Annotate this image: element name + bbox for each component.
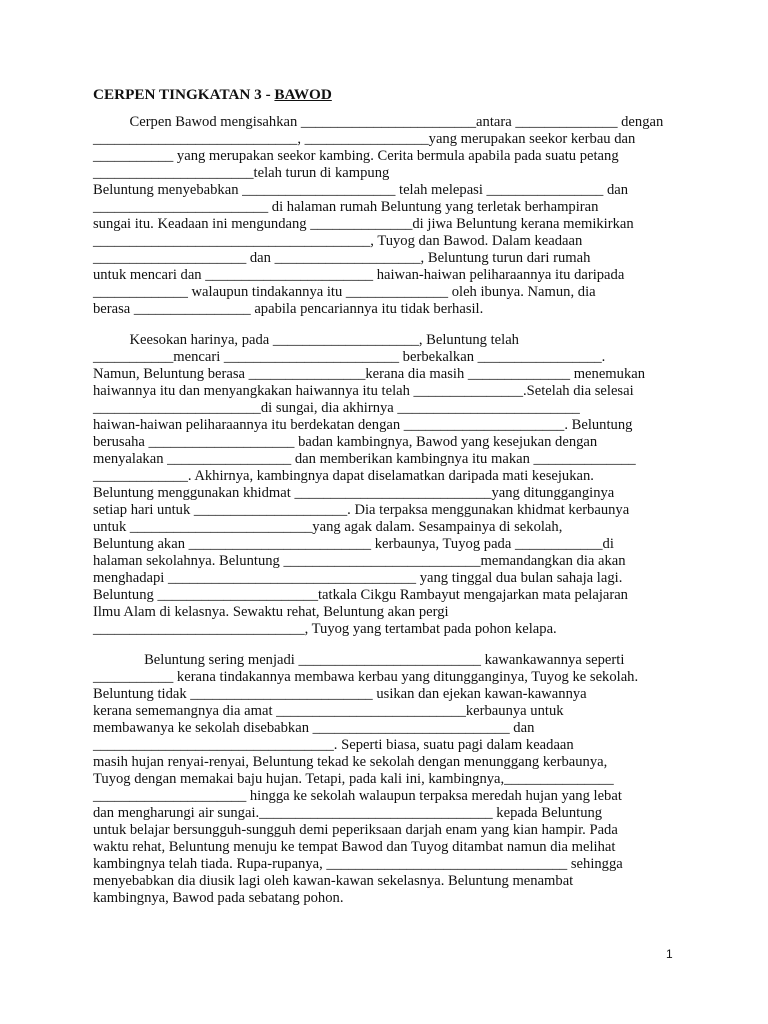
text-line: membawanya ke sekolah disebabkan ___________________________ dan bbox=[93, 720, 535, 736]
text-line: untuk mencari dan _______________________ haiwan-haiwan peliharaannya itu daripada bbox=[93, 267, 625, 283]
text-line: untuk _________________________yang agak dalam. Sesampainya di sekolah, bbox=[93, 519, 563, 535]
text-line: Beluntung menggunakan khidmat ___________________________yang ditungganginya bbox=[93, 485, 615, 501]
text-line: menyebabkan dia diusik lagi oleh kawan-kawan sekelasnya. Beluntung menambat bbox=[93, 873, 574, 889]
text-line: Beluntung sering menjadi _________________________ kawankawannya seperti bbox=[93, 652, 625, 668]
text-line: _____________ walaupun tindakannya itu ______________ oleh ibunya. Namun, dia bbox=[93, 284, 596, 300]
title-prefix: CERPEN TINGKATAN 3 - bbox=[93, 86, 275, 103]
text-line: sungai itu. Keadaan ini mengundang ______________di jiwa Beluntung kerana memikirkan bbox=[93, 216, 634, 232]
text-line: halaman sekolahnya. Beluntung ___________________________memandangkan dia akan bbox=[93, 553, 626, 569]
paragraph-2 bbox=[93, 332, 675, 638]
text-line: Keesokan harinya, pada ____________________, Beluntung telah bbox=[93, 332, 519, 348]
text-line: kambingnya, Bawod pada sebatang pohon. bbox=[93, 890, 344, 906]
text-line: haiwannya itu dan menyangkakan haiwannya itu telah _______________.Setelah dia selesai bbox=[93, 383, 634, 399]
paragraph-1 bbox=[93, 114, 675, 318]
text-line: Beluntung akan _________________________ kerbaunya, Tuyog pada ____________di bbox=[93, 536, 614, 552]
text-line: kerana sememangnya dia amat __________________________kerbaunya untuk bbox=[93, 703, 564, 719]
text-line: Beluntung ______________________tatkala Cikgu Rambayut mengajarkan mata pelajaran bbox=[93, 587, 628, 603]
text-line: menghadapi __________________________________ yang tinggal dua bulan sahaja lagi. bbox=[93, 570, 623, 586]
text-line: _________________________________. Seperti biasa, suatu pagi dalam keadaan bbox=[93, 737, 574, 753]
text-line: ________________________ di halaman rumah Beluntung yang terletak berhampiran bbox=[93, 199, 599, 215]
text-line: ____________________________, _________________yang merupakan seekor kerbau dan bbox=[93, 131, 636, 147]
text-line: Ilmu Alam di kelasnya. Sewaktu rehat, Beluntung akan pergi bbox=[93, 604, 449, 620]
text-line: masih hujan renyai-renyai, Beluntung tekad ke sekolah dengan menunggang kerbaunya, bbox=[93, 754, 608, 770]
text-line: berasa ________________ apabila pencariannya itu tidak berhasil. bbox=[93, 301, 484, 317]
text-line: _____________________ hingga ke sekolah walaupun terpaksa meredah hujan yang lebat bbox=[93, 788, 622, 804]
text-line: Cerpen Bawod mengisahkan ________________________antara ______________ dengan bbox=[93, 114, 664, 130]
text-line: _____________________________, Tuyog yang tertambat pada pohon kelapa. bbox=[93, 621, 557, 637]
text-line: ___________ kerana tindakannya membawa kerbau yang ditungganginya, Tuyog ke sekolah. bbox=[93, 669, 639, 685]
text-line: dan mengharungi air sungai.________________________________ kepada Beluntung bbox=[93, 805, 603, 821]
text-line: Tuyog dengan memakai baju hujan. Tetapi, pada kali ini, kambingnya,_______________ bbox=[93, 771, 614, 787]
text-line: ______________________________________, Tuyog dan Bawod. Dalam keadaan bbox=[93, 233, 583, 249]
text-line: ______________________telah turun di kampung bbox=[93, 165, 390, 181]
text-line: Beluntung tidak _________________________ usikan dan ejekan kawan-kawannya bbox=[93, 686, 587, 702]
text-line: kambingnya telah tiada. Rupa-rupanya, _________________________________ sehingga bbox=[93, 856, 623, 872]
page-title bbox=[93, 86, 332, 104]
text-line: waktu rehat, Beluntung menuju ke tempat Bawod dan Tuyog ditambat namun dia melihat bbox=[93, 839, 616, 855]
text-line: ___________ yang merupakan seekor kambing. Cerita bermula apabila pada suatu petang bbox=[93, 148, 619, 164]
text-line: ___________mencari ________________________ berbekalkan _________________. bbox=[93, 349, 606, 365]
text-line: _____________. Akhirnya, kambingnya dapat diselamatkan daripada mati kesejukan. bbox=[93, 468, 594, 484]
text-line: _____________________ dan ____________________, Beluntung turun dari rumah bbox=[93, 250, 591, 266]
text-line: haiwan-haiwan peliharaannya itu berdekatan dengan ______________________. Beluntung bbox=[93, 417, 633, 433]
text-line: Beluntung menyebabkan _____________________ telah melepasi ________________ dan bbox=[93, 182, 629, 198]
text-line: untuk belajar bersungguh-sungguh demi peperiksaan darjah enam yang kian hampir. Pada bbox=[93, 822, 618, 838]
text-line: Namun, Beluntung berasa ________________kerana dia masih ______________ menemukan bbox=[93, 366, 646, 382]
page-number: 1 bbox=[666, 947, 673, 961]
text-line: menyalakan _________________ dan memberikan kambingnya itu makan ______________ bbox=[93, 451, 636, 467]
title-name: BAWOD bbox=[274, 86, 332, 103]
text-line: berusaha ____________________ badan kambingnya, Bawod yang kesejukan dengan bbox=[93, 434, 598, 450]
text-line: setiap hari untuk _____________________. Dia terpaksa menggunakan khidmat kerbaunya bbox=[93, 502, 630, 518]
paragraph-3 bbox=[93, 652, 675, 907]
text-line: _______________________di sungai, dia akhirnya _________________________ bbox=[93, 400, 580, 416]
